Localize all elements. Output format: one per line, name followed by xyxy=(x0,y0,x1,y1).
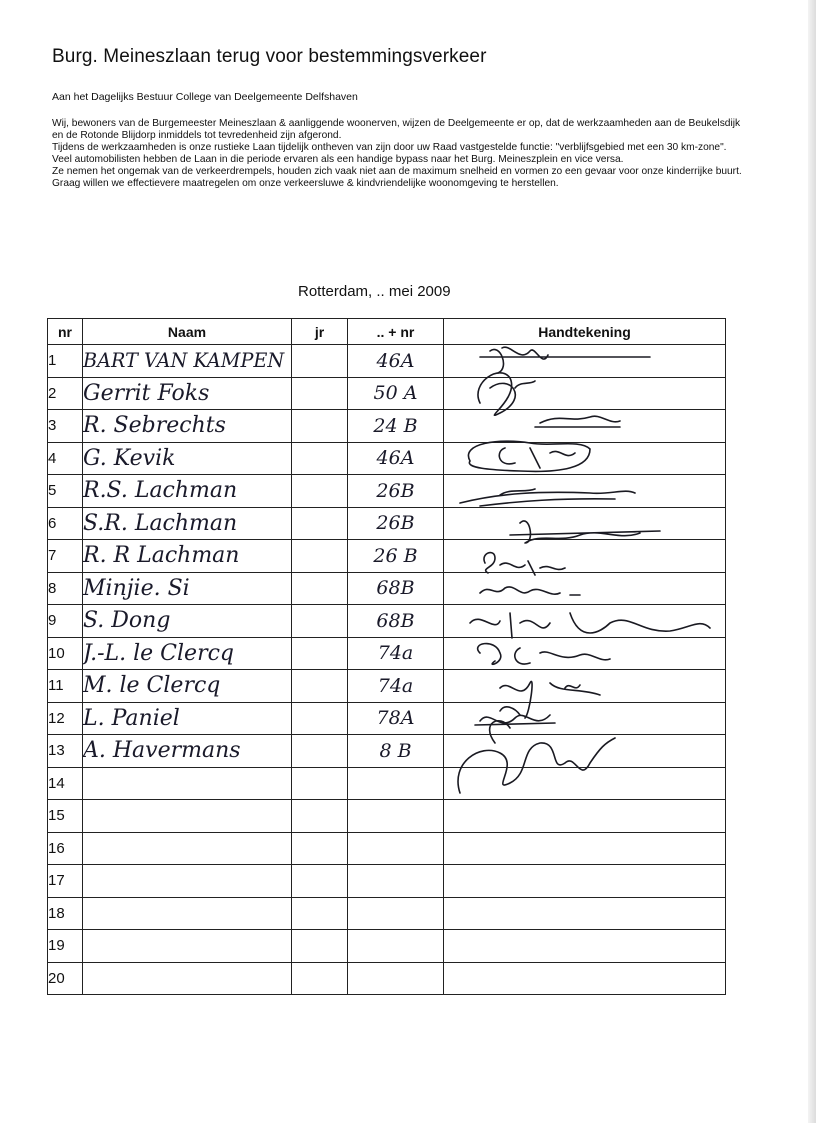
row-huisnr: 68B xyxy=(348,572,444,605)
table-row xyxy=(48,897,726,930)
row-handtekening xyxy=(444,800,726,833)
table-row xyxy=(48,637,726,670)
row-naam xyxy=(83,800,292,833)
row-naam: Gerrit Foks xyxy=(83,377,292,410)
row-jr xyxy=(292,605,348,638)
table-row xyxy=(48,572,726,605)
row-handtekening xyxy=(444,735,726,768)
row-jr xyxy=(292,767,348,800)
row-number: 18 xyxy=(48,897,83,930)
row-naam: S. Dong xyxy=(83,605,292,638)
table-row xyxy=(48,800,726,833)
row-jr xyxy=(292,377,348,410)
document-title: Burg. Meineszlaan terug voor bestemmingsverkeer xyxy=(52,46,487,67)
row-naam xyxy=(83,767,292,800)
row-handtekening xyxy=(444,377,726,410)
row-jr xyxy=(292,897,348,930)
table-row xyxy=(48,702,726,735)
row-huisnr: 26B xyxy=(348,507,444,540)
row-number: 4 xyxy=(48,442,83,475)
row-huisnr xyxy=(348,800,444,833)
row-jr xyxy=(292,345,348,378)
row-number: 11 xyxy=(48,670,83,703)
table-row xyxy=(48,507,726,540)
row-handtekening xyxy=(444,930,726,963)
row-naam: M. le Clercq xyxy=(83,670,292,703)
row-huisnr: 46A xyxy=(348,442,444,475)
header-naam: Naam xyxy=(83,319,292,345)
row-jr xyxy=(292,475,348,508)
row-jr xyxy=(292,670,348,703)
row-jr xyxy=(292,702,348,735)
row-naam: L. Paniel xyxy=(83,702,292,735)
row-handtekening xyxy=(444,605,726,638)
table-row xyxy=(48,930,726,963)
row-huisnr: 78A xyxy=(348,702,444,735)
row-naam: J.-L. le Clercq xyxy=(83,637,292,670)
body-paragraph: Ze nemen het ongemak van de verkeerdrempels, houden zich vaak niet aan de maximum snelheid en vormen zo een gevaar voor onze kinderrijke buurt. xyxy=(52,165,742,177)
row-naam: A. Havermans xyxy=(83,735,292,768)
row-number: 17 xyxy=(48,865,83,898)
row-huisnr: 74a xyxy=(348,637,444,670)
row-number: 20 xyxy=(48,962,83,995)
row-jr xyxy=(292,540,348,573)
body-paragraph: Tijdens de werkzaamheden is onze rustieke Laan tijdelijk ontheven van zijn door uw Raad vastgestelde functie: "verblijfsgebied met een 30 km-zone". xyxy=(52,141,727,153)
header-jr: jr xyxy=(292,319,348,345)
row-naam xyxy=(83,832,292,865)
row-handtekening xyxy=(444,410,726,443)
row-number: 8 xyxy=(48,572,83,605)
row-huisnr xyxy=(348,930,444,963)
row-huisnr: 74a xyxy=(348,670,444,703)
table-row xyxy=(48,410,726,443)
table-row xyxy=(48,540,726,573)
header-nr: nr xyxy=(48,319,83,345)
row-huisnr xyxy=(348,767,444,800)
row-number: 16 xyxy=(48,832,83,865)
row-handtekening xyxy=(444,637,726,670)
table-row xyxy=(48,670,726,703)
table-row xyxy=(48,345,726,378)
row-naam: BART VAN KAMPEN xyxy=(83,345,292,378)
row-number: 13 xyxy=(48,735,83,768)
row-handtekening xyxy=(444,865,726,898)
row-huisnr: 8 B xyxy=(348,735,444,768)
row-number: 1 xyxy=(48,345,83,378)
signature-table xyxy=(47,318,726,995)
dateline: Rotterdam, .. mei 2009 xyxy=(298,283,451,300)
row-jr xyxy=(292,865,348,898)
addressee-line: Aan het Dagelijks Bestuur College van Deelgemeente Delfshaven xyxy=(52,91,358,103)
row-huisnr: 50 A xyxy=(348,377,444,410)
row-jr xyxy=(292,962,348,995)
row-naam: G. Kevik xyxy=(83,442,292,475)
row-number: 7 xyxy=(48,540,83,573)
page-edge-shadow xyxy=(808,0,816,1123)
row-number: 15 xyxy=(48,800,83,833)
table-row xyxy=(48,377,726,410)
row-jr xyxy=(292,572,348,605)
row-handtekening xyxy=(444,670,726,703)
row-naam: R. R Lachman xyxy=(83,540,292,573)
row-handtekening xyxy=(444,832,726,865)
row-jr xyxy=(292,410,348,443)
row-naam: R.S. Lachman xyxy=(83,475,292,508)
table-row xyxy=(48,605,726,638)
row-huisnr: 24 B xyxy=(348,410,444,443)
row-number: 19 xyxy=(48,930,83,963)
table-header-row xyxy=(48,319,726,345)
row-handtekening xyxy=(444,702,726,735)
row-number: 2 xyxy=(48,377,83,410)
row-naam xyxy=(83,897,292,930)
row-jr xyxy=(292,832,348,865)
row-huisnr: 26B xyxy=(348,475,444,508)
row-naam: Minjie. Si xyxy=(83,572,292,605)
row-number: 12 xyxy=(48,702,83,735)
header-handtekening: Handtekening xyxy=(444,319,726,345)
row-jr xyxy=(292,637,348,670)
row-huisnr xyxy=(348,832,444,865)
table-row xyxy=(48,832,726,865)
row-jr xyxy=(292,735,348,768)
row-huisnr: 26 B xyxy=(348,540,444,573)
row-huisnr: 46A xyxy=(348,345,444,378)
row-handtekening xyxy=(444,507,726,540)
table-row xyxy=(48,735,726,768)
row-naam xyxy=(83,865,292,898)
row-jr xyxy=(292,442,348,475)
row-jr xyxy=(292,930,348,963)
row-handtekening xyxy=(444,767,726,800)
table-row xyxy=(48,475,726,508)
table-row xyxy=(48,962,726,995)
row-huisnr xyxy=(348,962,444,995)
row-number: 9 xyxy=(48,605,83,638)
body-paragraph: Graag willen we effectievere maatregelen om onze verkeersluwe & kindvriendelijke woonomgeving te herstellen. xyxy=(52,177,559,189)
row-handtekening xyxy=(444,345,726,378)
body-paragraph: Veel automobilisten hebben de Laan in die periode ervaren als een handige bypass naar het Burg. Meineszplein en vice versa. xyxy=(52,153,624,165)
table-row xyxy=(48,767,726,800)
row-huisnr xyxy=(348,865,444,898)
row-number: 6 xyxy=(48,507,83,540)
row-number: 14 xyxy=(48,767,83,800)
row-handtekening xyxy=(444,572,726,605)
table-row xyxy=(48,442,726,475)
row-naam xyxy=(83,962,292,995)
row-huisnr: 68B xyxy=(348,605,444,638)
row-handtekening xyxy=(444,442,726,475)
row-number: 5 xyxy=(48,475,83,508)
row-handtekening xyxy=(444,962,726,995)
body-paragraph: Wij, bewoners van de Burgemeester Meineszlaan & aanliggende woonerven, wijzen de Deelgemeente er op, dat de werkzaamheden aan de Beukelsdijk en de Rotonde Blijdorp inmiddels tot tevredenheid zijn afgerond. xyxy=(52,118,741,141)
table-row xyxy=(48,865,726,898)
row-number: 10 xyxy=(48,637,83,670)
row-naam: S.R. Lachman xyxy=(83,507,292,540)
row-number: 3 xyxy=(48,410,83,443)
row-jr xyxy=(292,800,348,833)
row-naam: R. Sebrechts xyxy=(83,410,292,443)
row-huisnr xyxy=(348,897,444,930)
row-naam xyxy=(83,930,292,963)
row-handtekening xyxy=(444,540,726,573)
row-jr xyxy=(292,507,348,540)
row-handtekening xyxy=(444,475,726,508)
row-handtekening xyxy=(444,897,726,930)
header-huisnr: .. + nr xyxy=(348,319,444,345)
petition-body xyxy=(52,118,752,189)
